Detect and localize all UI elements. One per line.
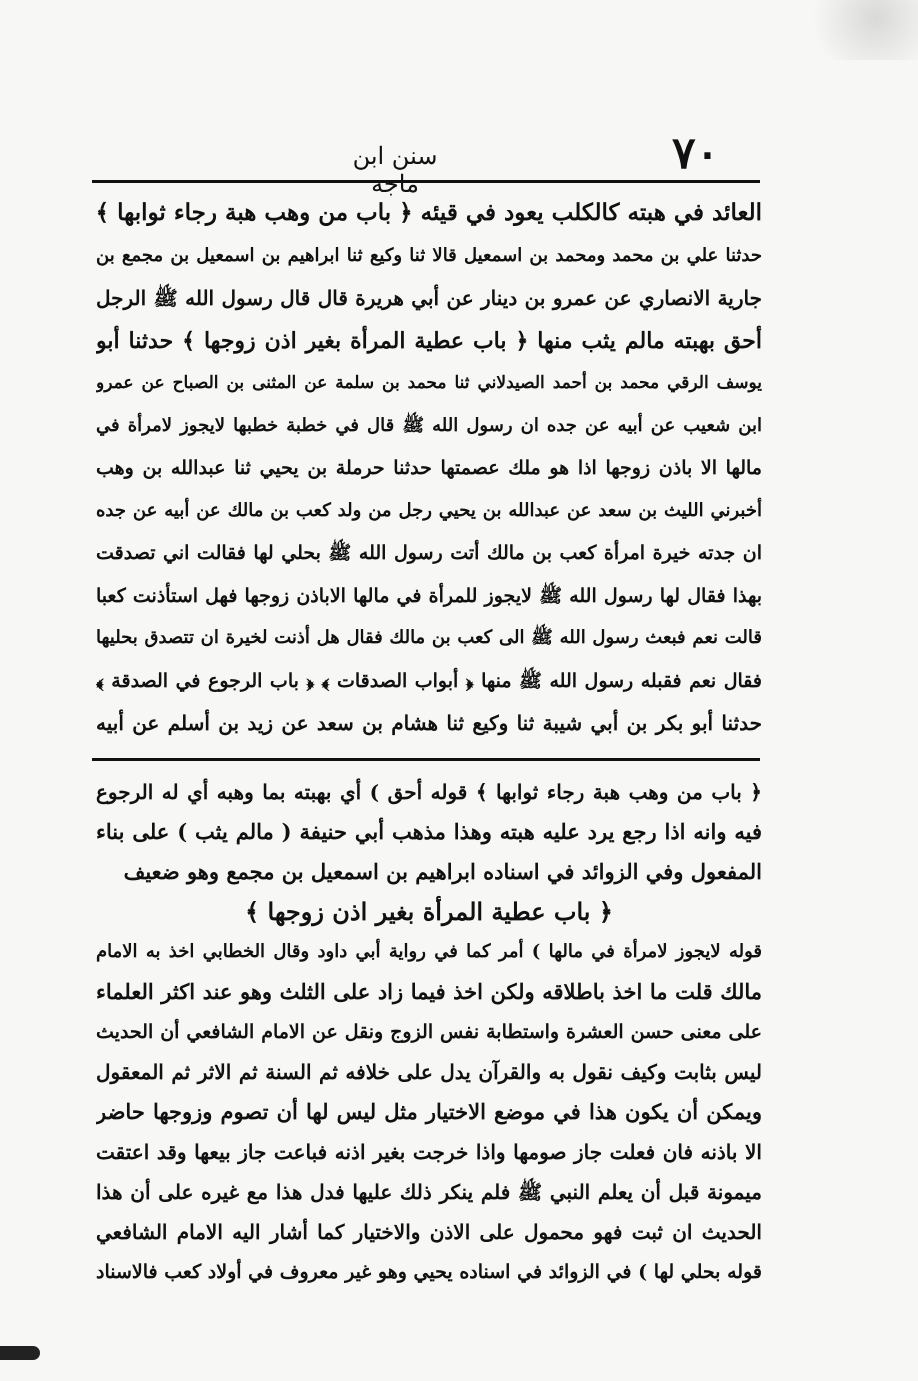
main-line: مالها الا باذن زوجها اذا هو ملك عصمتها حدثنا حرملة بن يحيي ثنا عبدالله بن وهب xyxy=(96,457,762,479)
note-line: ﴿ باب من وهب هبة رجاء ثوابها ﴾ قوله أحق ) أي بهبته بما وهبه أي له الرجوع xyxy=(96,780,762,804)
main-line: بهذا فقال لها رسول الله ﷺ لايجوز للمرأة في مالها الاباذن زوجها فهل استأذنت كعبا xyxy=(96,584,762,607)
main-line: ان جدته خيرة امرأة كعب بن مالك أتت رسول الله ﷺ بحلي لها فقالت اني تصدقت xyxy=(96,542,762,564)
main-line: جارية الانصاري عن عمرو بن دينار عن أبي هريرة قال قال رسول الله ﷺ الرجل xyxy=(96,286,762,310)
note-line: ويمكن أن يكون هذا في موضع الاختيار مثل ليس لها أن تصوم وزوجها حاضر xyxy=(96,1099,762,1124)
note-line: على معنى حسن العشرة واستطابة نفس الزوج ونقل عن الامام الشافعي أن الحديث xyxy=(96,1021,762,1043)
main-line: حدثنا علي بن محمد ومحمد بن اسمعيل قالا ثنا وكيع ثنا ابراهيم بن اسمعيل بن مجمع بن xyxy=(96,244,762,266)
scan-speckle xyxy=(778,0,918,60)
main-line: قالت نعم فبعث رسول الله ﷺ الى كعب بن مالك فقال هل أذنت لخيرة ان تتصدق بحليها xyxy=(96,627,762,648)
main-text xyxy=(96,192,762,745)
main-line: فقال نعم فقبله رسول الله ﷺ منها ﴿ أبواب الصدقات ﴾ ﴿ باب الرجوع في الصدقة ﴾ xyxy=(96,669,762,692)
main-line: أحق بهبته مالم يثب منها ﴿ باب عطية المرأة بغير اذن زوجها ﴾ حدثنا أبو xyxy=(96,327,762,354)
main-line: يوسف الرقي محمد بن أحمد الصيدلاني ثنا محمد بن سلمة عن المثنى بن الصباح عن عمرو xyxy=(96,373,762,393)
note-line: المفعول وفي الزوائد في اسناده ابراهيم بن اسمعيل بن مجمع وهو ضعيف xyxy=(123,859,762,884)
note-line: مالك قلت ما اخذ باطلاقه ولكن اخذ فيما زاد على الثلث وهو عند اكثر العلماء xyxy=(96,979,762,1004)
note-line: الحديث ان ثبت فهو محمول على الاذن والاختيار كما أشار اليه الامام الشافعي xyxy=(96,1220,762,1244)
main-line: العائد في هبته كالكلب يعود في قيئه ﴿ باب من وهب هبة رجاء ثوابها ﴾ xyxy=(96,199,762,226)
note-line: ميمونة قبل أن يعلم النبي ﷺ فلم ينكر ذلك عليها فدل هذا مع غيره على أن هذا xyxy=(96,1180,762,1204)
note-line: الا باذنه فان فعلت جاز صومها واذا خرجت بغير اذنه فباعت جاز بيعها وقد اعتقت xyxy=(96,1140,762,1164)
main-line: ابن شعيب عن أبيه عن جده ان رسول الله ﷺ قال في خطبة خطبها لايجوز لامرأة في xyxy=(96,414,762,436)
note-heading: ﴿ باب عطية المرأة بغير اذن زوجها ﴾ xyxy=(245,897,613,926)
page-number: ٧٠ xyxy=(672,128,720,179)
note-line: قوله لايجوز لامرأة في مالها ) أمر كما في رواية أبي داود وقال الخطابي اخذ به الامام xyxy=(96,941,762,962)
main-line: حدثنا أبو بكر بن أبي شيبة ثنا وكيع ثنا هشام بن سعد عن زيد بن أسلم عن أبيه xyxy=(96,711,762,735)
footnote-divider xyxy=(92,758,760,761)
commentary-text xyxy=(96,772,762,1292)
scan-edge-mark xyxy=(0,1346,40,1360)
note-line: فيه وانه اذا رجع يرد عليه هبته وهذا مذهب أبي حنيفة ( مالم يثب ) على بناء xyxy=(96,819,762,844)
note-line: ليس بثابت وكيف نقول به والقرآن يدل على خلافه ثم السنة ثم الاثر ثم المعقول xyxy=(96,1060,762,1084)
header-rule xyxy=(92,180,760,183)
main-line: أخبرني الليث بن سعد عن عبدالله بن يحيي رجل من ولد كعب بن مالك عن أبيه عن جده xyxy=(96,499,762,521)
running-title: سنن ابن ماجه xyxy=(352,142,438,198)
note-line: قوله بحلي لها ) في الزوائد في اسناده يحيي وهو غير معروف في أولاد كعب فالاسناد xyxy=(96,1261,762,1283)
